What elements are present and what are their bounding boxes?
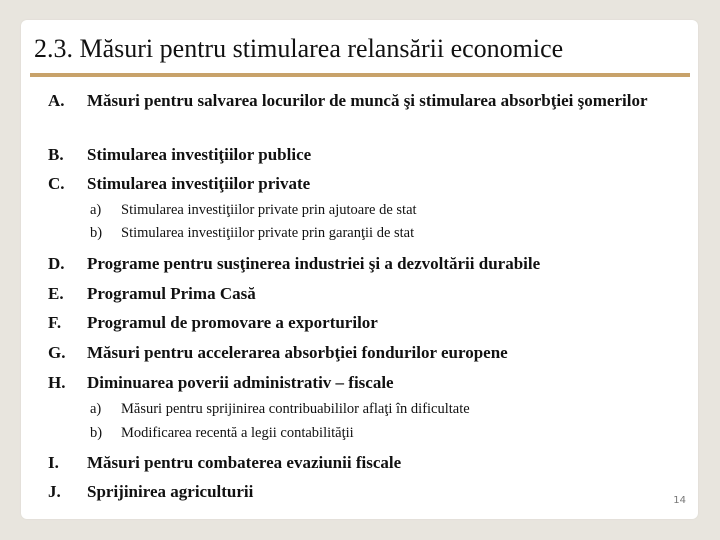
list-item-c — [48, 173, 688, 195]
sub-item-text: Stimularea investiţiilor private prin ajutoare de stat — [121, 202, 417, 218]
sub-item-letter: b) — [90, 225, 103, 241]
sub-item-h-a — [90, 399, 630, 419]
list-item-h — [48, 372, 688, 394]
sub-item-h-b — [90, 423, 630, 443]
item-text: Măsuri pentru salvarea locurilor de muncă şi stimularea absorbţiei şomerilor — [87, 91, 648, 110]
item-text: Programul de promovare a exporturilor — [87, 313, 378, 332]
list-item-j — [48, 481, 688, 503]
item-letter: G. — [48, 343, 66, 362]
sub-item-letter: b) — [90, 425, 103, 441]
item-letter: A. — [48, 91, 65, 110]
list-item-i — [48, 452, 688, 474]
item-letter: F. — [48, 313, 62, 332]
sub-item-c-a — [90, 200, 630, 220]
item-text: Stimularea investiţiilor publice — [87, 145, 312, 164]
item-letter: C. — [48, 174, 65, 193]
list-item-f — [48, 312, 688, 334]
list-item-d — [48, 253, 688, 275]
item-letter: I. — [48, 453, 59, 472]
item-text: Sprijinirea agriculturii — [87, 482, 254, 501]
item-letter: E. — [48, 284, 64, 303]
item-letter: H. — [48, 373, 66, 392]
item-text: Măsuri pentru accelerarea absorbţiei fondurilor europene — [87, 343, 508, 362]
sub-item-text: Modificarea recentă a legii contabilităţii — [121, 425, 354, 441]
item-text: Programul Prima Casă — [87, 284, 256, 303]
sub-item-text: Măsuri pentru sprijinirea contribuabililor aflaţi în dificultate — [121, 401, 470, 417]
list-item-e — [48, 283, 688, 305]
item-letter: B. — [48, 145, 64, 164]
slide-title: 2.3. Măsuri pentru stimularea relansării economice — [34, 34, 564, 63]
item-text: Programe pentru susţinerea industriei şi a dezvoltării durabile — [87, 254, 541, 273]
sub-item-letter: a) — [90, 202, 102, 218]
page-number: 14 — [673, 495, 686, 506]
item-text: Stimularea investiţiilor private — [87, 174, 311, 193]
item-letter: D. — [48, 254, 65, 273]
list-item-a — [48, 90, 688, 112]
sub-item-letter: a) — [90, 401, 102, 417]
title-underline — [30, 73, 690, 77]
list-item-b — [48, 144, 688, 166]
sub-item-text: Stimularea investiţiilor private prin garanţii de stat — [121, 225, 415, 241]
item-text: Măsuri pentru combaterea evaziunii fiscale — [87, 453, 402, 472]
item-text: Diminuarea poverii administrativ – fiscale — [87, 373, 394, 392]
item-letter: J. — [48, 482, 61, 501]
list-item-g — [48, 342, 688, 364]
sub-item-c-b — [90, 223, 630, 243]
